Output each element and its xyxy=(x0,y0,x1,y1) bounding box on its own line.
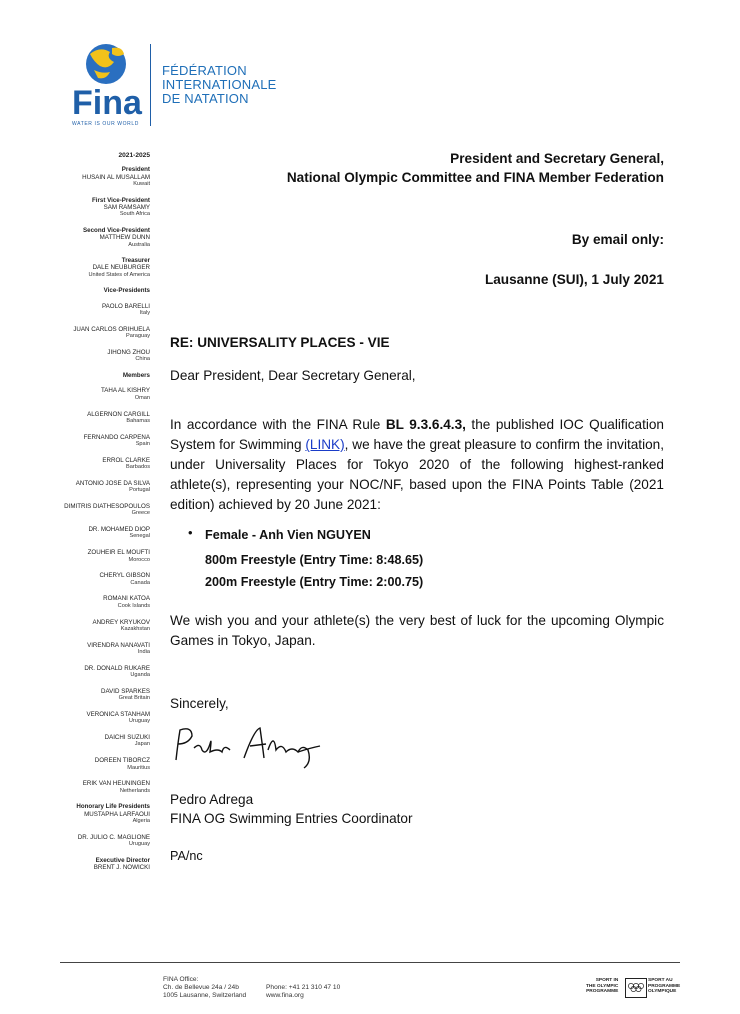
fina-logo xyxy=(66,40,156,130)
sidebar-person: DAVID SPARKES Great Britain xyxy=(101,687,150,702)
sidebar-person: DOREEN TIBORCZ Mauritius xyxy=(94,757,150,771)
sidebar-person: MUSTAPHA LARFAOUI Algeria xyxy=(84,810,150,825)
logo-divider xyxy=(150,44,151,126)
members-heading: Members xyxy=(122,372,150,380)
member-list xyxy=(0,387,150,795)
footer-contact: Phone: +41 21 310 47 10 www.fina.org xyxy=(266,984,341,999)
federation-name: FÉDÉRATION INTERNATIONALE DE NATATION xyxy=(162,63,277,106)
honorary-list xyxy=(0,811,150,849)
officers-sidebar xyxy=(0,152,150,872)
sidebar-person: ANDREY KRYUKOV Kazakhstan xyxy=(92,618,150,632)
term: 2021-2025 xyxy=(118,152,150,159)
olympic-programme-en: SPORT IN THE OLYMPIC PROGRAMME xyxy=(586,978,619,995)
logo-wordmark: Fina xyxy=(72,84,142,122)
sidebar-person: PAOLO BARELLI Italy xyxy=(101,302,150,317)
exec-heading: Executive Director xyxy=(95,857,150,865)
sidebar-person: ERROL CLARKE Barbados xyxy=(102,456,150,471)
vp-list xyxy=(0,303,150,364)
officer-entry: First Vice-President SAM RAMSAMY South Africa xyxy=(91,196,150,218)
athlete-name: Female - Anh Vien NGUYEN xyxy=(205,528,371,542)
exec-name: BRENT J. NOWICKI xyxy=(93,864,150,872)
honorary-heading: Honorary Life Presidents xyxy=(76,803,150,811)
bullet: • xyxy=(188,525,193,540)
sidebar-person: DR. DONALD RUKARE Uganda xyxy=(84,664,150,679)
sidebar-person: VIRENDRA NANAVATI India xyxy=(87,641,150,656)
olympic-programme-fr: SPORT AU PROGRAMME OLYMPIQUE xyxy=(648,978,681,995)
signer-title: FINA OG Swimming Entries Coordinator xyxy=(170,811,413,826)
handwritten-signature xyxy=(170,722,330,770)
sidebar-person: JIHONG ZHOU China xyxy=(107,348,150,363)
rule-reference: BL 9.3.6.4.3, xyxy=(385,417,466,432)
officer-entry: Second Vice-President MATTHEW DUNN Australia xyxy=(83,226,150,248)
logo-tagline: WATER IS OUR WORLD xyxy=(72,121,139,127)
footer-address: FINA Office: Ch. de Bellevue 24a / 24b 1005 Lausanne, Switzerland xyxy=(163,976,247,999)
sidebar-person: ERIK VAN HEUNINGEN Netherlands xyxy=(82,780,150,794)
footer-divider xyxy=(60,962,680,963)
addressee: President and Secretary General, National Olympic Committee and FINA Member Federation xyxy=(286,151,664,185)
body-paragraph: In accordance with the FINA Rule BL 9.3.6.4.3, the published IOC Qualification System for Swimming (LINK), we have the great pleasure to confirm the invitation, under Universality Places for Tokyo 2020 of the following highest-ranked athlete(s), representing your NOC/NF, based upon the FINA Points Table (2021 edition) achieved by 20 June 2021: xyxy=(170,417,664,512)
sidebar-person: DR. MOHAMED DIOP Senegal xyxy=(88,526,150,540)
sidebar-person: ROMANI KATOA Cook Islands xyxy=(103,595,150,609)
officer-entry: Treasurer DALE NEUBURGER United States of America xyxy=(88,257,150,278)
subject-line: RE: UNIVERSALITY PLACES - VIE xyxy=(170,335,390,350)
sidebar-person: DIMITRIS DIATHESOPOULOS Greece xyxy=(64,502,150,517)
initials: PA/nc xyxy=(170,849,203,863)
event-800-free: 800m Freestyle (Entry Time: 8:48.65) xyxy=(205,553,424,567)
place-date: Lausanne (SUI), 1 July 2021 xyxy=(484,272,664,287)
wishes-paragraph: We wish you and your athlete(s) the very best of luck for the upcoming Olympic Games in Tokyo, Japan. xyxy=(170,613,664,648)
sidebar-person: ANTONIO JOSE DA SILVA Portugal xyxy=(75,479,150,494)
sidebar-person: DAICHI SUZUKI Japan xyxy=(104,734,150,748)
sidebar-person: JUAN CARLOS ORIHUELA Paraguay xyxy=(73,325,150,340)
sidebar-person: TAHA AL KISHRY Oman xyxy=(100,387,150,401)
sidebar-person: ALGERNON CARGILL Bahamas xyxy=(87,410,150,424)
sidebar-person: DR. JULIO C. MAGLIONE Uruguay xyxy=(77,833,150,848)
signer-name: Pedro Adrega xyxy=(170,792,254,807)
event-200-free: 200m Freestyle (Entry Time: 2:00.75) xyxy=(205,575,424,589)
olympic-rings-icon xyxy=(625,978,647,998)
salutation: Dear President, Dear Secretary General, xyxy=(170,368,416,383)
sidebar-person: VERONICA STANHAM Uruguay xyxy=(86,710,150,725)
qualification-link[interactable]: (LINK) xyxy=(305,437,345,452)
sidebar-person: ZOUHEIR EL MOUFTI Morocco xyxy=(87,549,150,563)
vp-heading: Vice-Presidents xyxy=(103,287,150,295)
delivery-note: By email only: xyxy=(571,232,664,247)
sidebar-person: CHERYL GIBSON Canada xyxy=(99,572,150,586)
sidebar-person: FERNANDO CARPENA Spain xyxy=(83,433,150,448)
officer-entry: President HUSAIN AL MUSALLAM Kuwait xyxy=(82,166,150,188)
closing: Sincerely, xyxy=(170,696,229,711)
